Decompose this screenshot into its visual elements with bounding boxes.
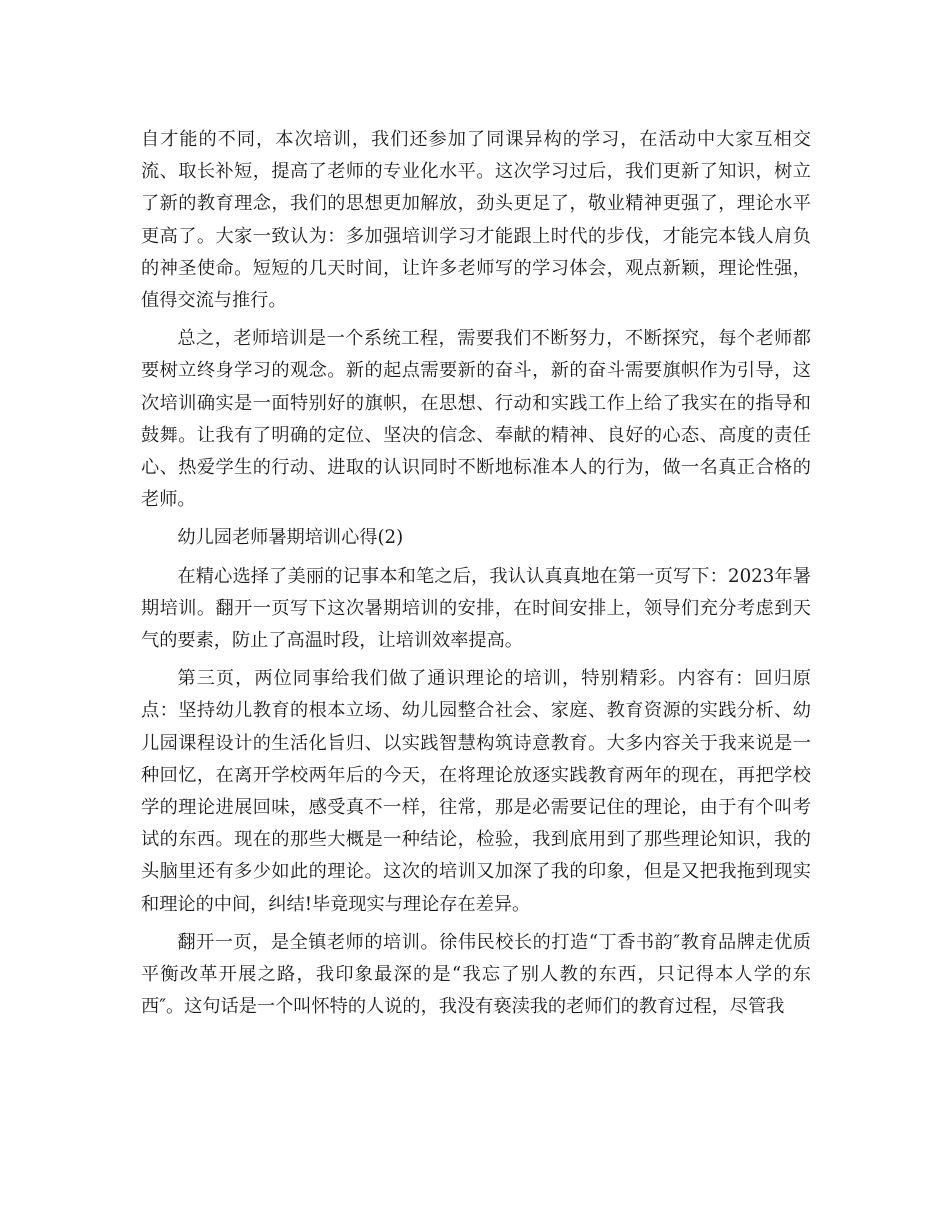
document-body — [141, 124, 811, 1029]
paragraph-4: 第三页，两位同事给我们做了通识理论的培训，特别精彩。内容有：回归原点：坚持幼儿教育的根本立场、幼儿园整合社会、家庭、教育资源的实践分析、幼儿园课程设计的生活化旨归、以实践智慧构筑诗意教育。大多内容关于我来说是一种回忆，在离开学校两年后的今天，在将理论放逐实践教育两年的现在，再把学校学的理论进展回味，感受真不一样，往常，那是必需要记住的理论，由于有个叫考试的东西。现在的那些大概是一种结论，检验，我到底用到了那些理论知识，我的头脑里还有多少如此的理论。这次的培训又加深了我的印象，但是又把我拖到现实和理论的中间，纠结!毕竟现实与理论存在差异。 — [141, 668, 811, 915]
paragraph-3: 在精心选择了美丽的记事本和笔之后，我认认真真地在第一页写下：2023年暑期培训。翻开一页写下这次暑期培训的安排，在时间安排上，领导们充分考虑到天气的要素，防止了高温时段，让培训效率提高。 — [141, 565, 811, 652]
paragraph-5: 翻开一页，是全镇老师的培训。徐伟民校长的打造“丁香书韵″教育品牌走优质平衡改革开展之路，我印象最深的是“我忘了别人教的东西，只记得本人学的东西″。这句话是一个叫怀特的人说的，我没有亵渎我的老师们的教育过程，尽管我 — [141, 931, 811, 1018]
paragraph-1: 自才能的不同，本次培训，我们还参加了同课异构的学习，在活动中大家互相交流、取长补短，提高了老师的专业化水平。这次学习过后，我们更新了知识，树立了新的教育理念，我们的思想更加解放，劲头更足了，敬业精神更强了，理论水平更高了。大家一致认为：多加强培训学习才能跟上时代的步伐，才能完本钱人肩负的神圣使命。短短的几天时间，让许多老师写的学习体会，观点新颖，理论性强，值得交流与推行。 — [141, 129, 811, 312]
paragraph-2: 总之，老师培训是一个系统工程，需要我们不断努力，不断探究，每个老师都要树立终身学习的观念。新的起点需要新的奋斗，新的奋斗需要旗帜作为引导，这次培训确实是一面特别好的旗帜，在思想、行动和实践工作上给了我实在的指导和鼓舞。让我有了明确的定位、坚决的信念、奉献的精神、良好的心态、高度的责任心、热爱学生的行动、进取的认识同时不断地标准本人的行为，做一名真正合格的老师。 — [141, 328, 811, 511]
section-heading: 幼儿园老师暑期培训心得(2) — [177, 527, 404, 549]
